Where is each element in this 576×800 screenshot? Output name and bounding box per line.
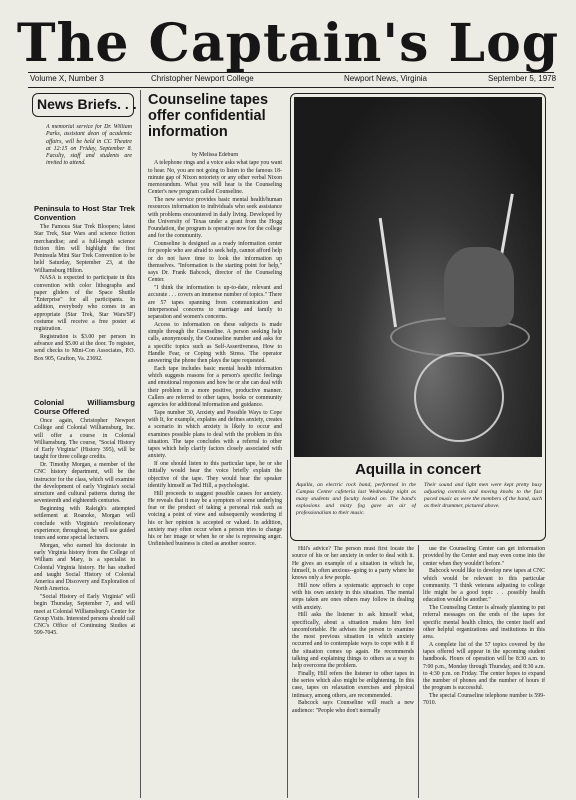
article-paragraph: Counseline is designed as a ready information center for people who are afraid to seek help, cannot afford help or do not have time to look the information up themselves. "Information is the starting point for help," says Dr. Frank Babcock, director of the Counseling Center. bbox=[148, 241, 282, 284]
column-divider bbox=[140, 90, 141, 798]
williamsburg-article bbox=[34, 398, 135, 796]
news-briefs-heading: News Briefs. . . bbox=[37, 96, 137, 112]
article-paragraph: Hill now offers a systematic approach to cope with his own anxiety in this situation. The mental steps taken are ones others may follow in dealing with anxiety. bbox=[292, 582, 414, 611]
masthead-title: The Captain's Log bbox=[16, 13, 560, 74]
article-paragraph: A complete list of the 57 topics covered by the tapes offered will appear in the upcoming student handbook. Hours of operation will be 8:30 a.m. to 7:00 p.m., Monday through Thursday, and 8:30 a.m. to 4:30 p.m. on Friday. The center hopes to expand the number of phones and the number of hours if the program is successful. bbox=[423, 641, 545, 692]
article-paragraph: Hill's advice? The person must first locate the source of his or her anxiety in order to deal with it. He gives an example of a situation in which he, himself, is often anxious--going to a party where he knows only a few people. bbox=[292, 546, 414, 581]
article-paragraph: Babcock says Counseline will reach a new audience: "People who don't normally bbox=[292, 700, 414, 714]
article-paragraph: Hill proceeds to suggest possible causes for anxiety. He reveals that it may be a symptom of some underlying fear or the product of taking a personal risk such as voicing a point of view and subsequently wondering if his or her opinion is accepted or valued. In addition, anxiety may often occur when a person tries to change his or her image or when he or she is repressing anger. Unfinished business is cited as another source. bbox=[148, 490, 282, 548]
startrek-article bbox=[34, 204, 135, 398]
williamsburg-heading: Colonial Williamsburg Course Offered bbox=[34, 398, 135, 416]
article-paragraph: Tape number 30, Anxiety and Possible Ways to Cope with It, for example, explains and defines anxiety, creates a scenario in which anxiety is likely to occur and examines possible plans to deal with the problem in this situation. The tape concludes with a referral to other tapes which help clarify factors closely associated with anxiety. bbox=[148, 409, 282, 460]
info-bar bbox=[28, 74, 557, 86]
aquilla-caption-left: Aquilla, an electric rock band, performed in the Campus Center cafeteria last Wednesday night as many students and faculty looked on. The band's explosions and misty fog gave an air of professionalism to their music. bbox=[296, 482, 416, 516]
drum-shape bbox=[414, 352, 504, 442]
volume-number: Volume X, Number 3 bbox=[30, 74, 104, 83]
article-paragraph: The new service provides basic mental health/human resources information to individuals who seek assistance with problems encountered in daily living. Developed by the University of Texas under a grant from the Hogg Foundation, the program is operative now for the college and for the community. bbox=[148, 197, 282, 240]
aquilla-heading: Aquilla in concert bbox=[355, 461, 481, 478]
issue-date: September 5, 1978 bbox=[488, 74, 557, 83]
masthead-rule-bottom bbox=[28, 87, 554, 88]
article-paragraph: A telephone rings and a voice asks what tape you want to hear. No, you are not going to listen to the famous 18-minute gap of Nixon notoriety or any other verbal Nixon memorandum. What you will hear is the Counseling Center's new program called Counseline. bbox=[148, 160, 282, 196]
article-paragraph: The Famous Star Trek Bloopers; latest Star Trek, Star Wars and science fiction merchandise; and a full-length science fiction film will highlight the first Peninsula Mini Star Trek Convention to be held Saturday, September 23, at the Williamsburg Hilton. bbox=[34, 224, 135, 274]
article-paragraph: NASA is expected to participate in this convention with color lithographs and paper gliders of the Space Shuttle "Enterprise" for all participants. In addition, everybody who comes in an appropriate (Star Trek, Star Wars/SF) costume will receive a free poster at registration. bbox=[34, 275, 135, 332]
column-divider bbox=[287, 460, 288, 798]
article-paragraph: Hill asks the listener to ask himself what, specifically, about a situation makes him feel uncomfortable. He advises the person to examine the most previous situation in which anxiety occurred and to contemplate ways to cope with it if the situation comes up again. He recommends talking and explaining things to others as a way to help overcome the problem. bbox=[292, 612, 414, 669]
article-paragraph: Registration is $3.00 per person in advance and $5.00 at the door. To register, send checks to Mini-Con Associates, P.O. Box 905, Grafton, Va. 23692. bbox=[34, 333, 135, 362]
article-paragraph: Finally, Hill refers the listener to other tapes in the series which also might be enlightening. In this case, tapes on relaxation exercises and physical intimacy, among others, are recommended. bbox=[292, 670, 414, 699]
article-paragraph: If one should listen to this particular tape, he or she initially would hear the voice briefly explain the objective of the tape. They would hear the speaker identify himself as Ted Hill, a psychologist. bbox=[148, 461, 282, 489]
news-briefs-heading-box bbox=[32, 93, 137, 117]
article-paragraph: Beginning with Raleigh's attempted settlement at Roanoke, Morgan will conclude with Virginia's revolutionary experience; throughout, he will use guided tours and some special lecturers. bbox=[34, 506, 135, 541]
drumstick-shape bbox=[379, 218, 397, 327]
counseline-column-3 bbox=[423, 546, 545, 798]
article-paragraph: Each tape includes basic mental health information which suggests reasons for a person's specific feelings and emotional responses and how he or she can deal with their problem in a more positive, productive manner. Callers are referred to other tapes, books or community agencies for additional information and guidance. bbox=[148, 365, 282, 408]
college-name: Christopher Newport College bbox=[151, 74, 254, 83]
article-paragraph: "Social History of Early Virginia" will begin Thursday, September 7, and will meet at Colonial Williamsburg's Center for Group Visits. Interested persons should call CNC's Office of Continuing Studies at 599-7045. bbox=[34, 594, 135, 637]
masthead-rule-top bbox=[28, 72, 554, 73]
counseline-column-1 bbox=[148, 152, 282, 798]
counseline-column-2 bbox=[292, 546, 414, 798]
city-name: Newport News, Virginia bbox=[344, 74, 427, 83]
article-paragraph: Morgan, who earned his doctorate in early Virginia history from the College of William and Mary, is a specialist in Colonial Virginia history. He has studied and taught Social History of Colonial America and Discovery and Exploration of North America. bbox=[34, 542, 135, 593]
article-paragraph: The special Counseline telephone number is 599-7010. bbox=[423, 693, 545, 707]
startrek-heading: Peninsula to Host Star Trek Convention bbox=[34, 204, 135, 222]
drummer-figure bbox=[444, 247, 514, 327]
article-paragraph: Dr. Timothy Morgan, a member of the CNC history department, will be the instructor for the class, which will examine the development of early Virginia's social structure and cultural patterns during the seventeenth and eighteenth centuries. bbox=[34, 462, 135, 505]
article-paragraph: Once again, Christopher Newport College and Colonial Williamsburg, Inc. will offer a course in Colonial Williamsburg. The course, "Social History of Early Virginia" (History 395), will be taught for three college credits. bbox=[34, 418, 135, 461]
article-paragraph: Babcock would like to develop new tapes at CNC which would be relevant to this particular community. "I think veterans adjusting to college life might be a good topic . . .possibly health education would be another." bbox=[423, 568, 545, 604]
memorial-notice: A memorial service for Dr. William Parks, assistant dean of academic affairs, will be held in CC Theatre at 12:15 on Friday, September 8. Faculty, staff and students are invited to attend. bbox=[46, 124, 132, 167]
article-paragraph: "I think the information is up-to-date, relevant and accurate . . . covers an immense number of topics." There are 57 tapes spanning from communication and interpersonal concerns to marriage and family to separation and women's concerns. bbox=[148, 285, 282, 320]
aquilla-caption-right: Their sound and light men were kept pretty busy adjusting controls and moving knobs to the fast paced music as were the members of the band, such as their drummer, pictured above. bbox=[424, 482, 542, 509]
article-paragraph: Access to information on these subjects is made simple through the Counseline. A person seeking help calls, anonymously, the Counseline number and asks for a specific topics such as Self-Assertiveness, How to Handle Fear, or Coping with Stress. The operator answering the phone then plays the tape requested. bbox=[148, 321, 282, 364]
article-paragraph: use the Counseling Center can get information provided by the Center and may even come into the center when they wouldn't before." bbox=[423, 546, 545, 567]
drummer-photo bbox=[294, 97, 542, 457]
byline: by Melissa Edeburn bbox=[191, 152, 239, 158]
article-paragraph: The Counseling Center is already planning to put referral messages on the ends of the tapes for specific mental health clinics, the center itself and other helpful organizations and institutions in this area. bbox=[423, 605, 545, 640]
column-divider bbox=[418, 545, 419, 798]
counseline-headline: Counseline tapes offer confidential information bbox=[148, 92, 269, 140]
